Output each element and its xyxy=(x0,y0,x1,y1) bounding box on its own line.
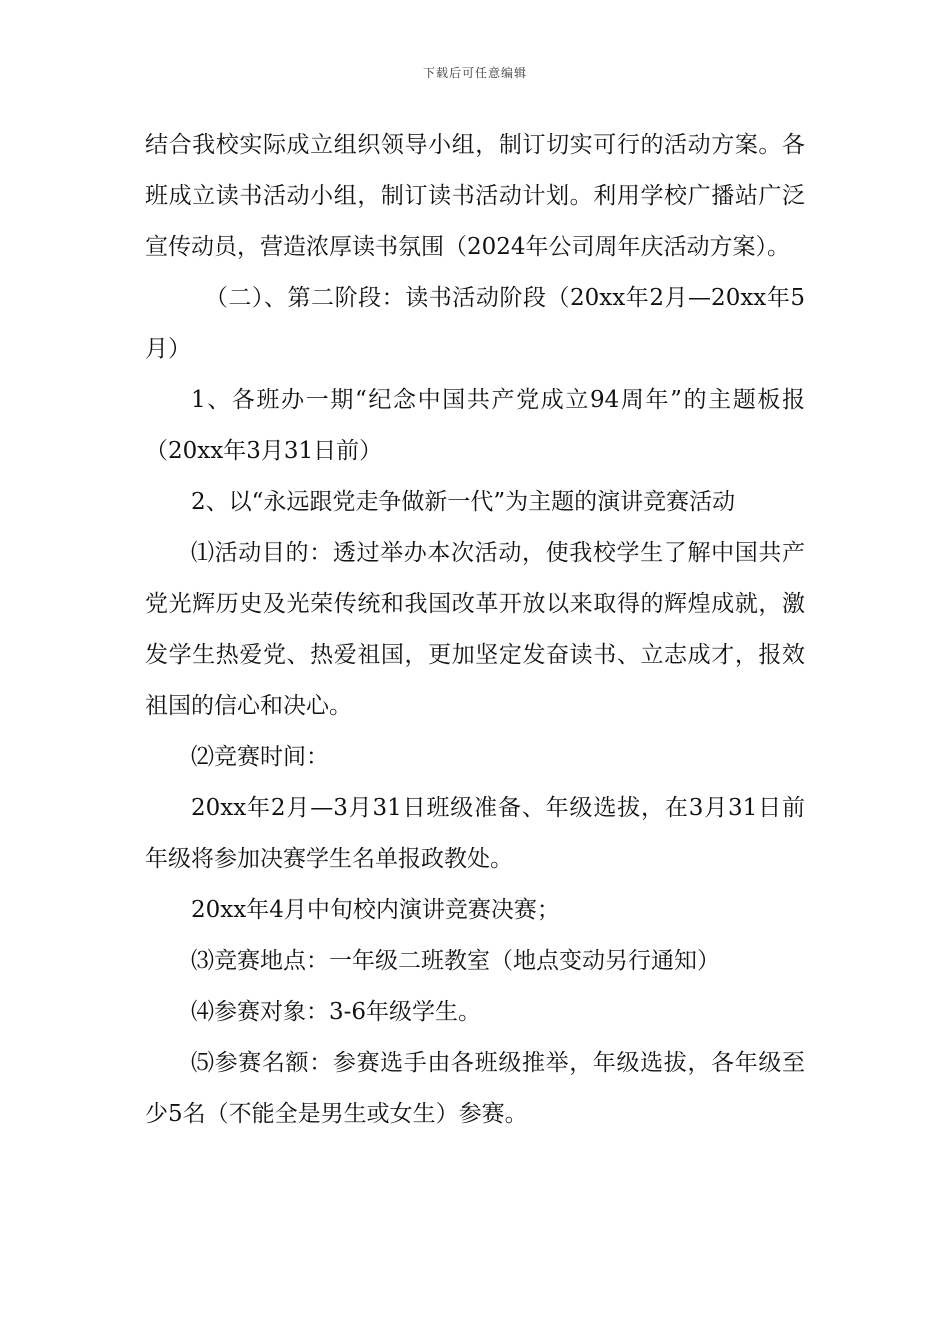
paragraph-quota: ⑸参赛名额：参赛选手由各班级推举，年级选拔，各年级至少5名（不能全是男生或女生）参赛。 xyxy=(145,1050,805,1127)
paragraph-item-1: 1、各班办一期“纪念中国共产党成立94周年”的主题板报（20xx年3月31日前） xyxy=(145,387,805,464)
paragraph-venue: ⑶竞赛地点：一年级二班教室（地点变动另行通知） xyxy=(191,948,720,974)
paragraph-time-heading: ⑵竞赛时间： xyxy=(191,744,329,770)
paragraph-stage-two-heading: （二）、第二阶段：读书活动阶段（20xx年2月—20xx年5月） xyxy=(145,285,805,362)
paragraph-participants: ⑷参赛对象：3-6年级学生。 xyxy=(191,999,482,1025)
paragraph-preparation: 结合我校实际成立组织领导小组，制订切实可行的活动方案。各班成立读书活动小组，制订读书活动计划。利用学校广播站广泛宣传动员，营造浓厚读书氛围（2024年公司周年庆活动方案）。 xyxy=(145,132,805,260)
paragraph-item-2: 2、以“永远跟党走争做新一代”为主题的演讲竞赛活动 xyxy=(191,489,736,515)
document-body xyxy=(145,120,805,1140)
paragraph-final-date: 20xx年4月中旬校内演讲竞赛决赛； xyxy=(191,897,560,923)
page-header: 下载后可任意编辑 xyxy=(422,66,527,80)
paragraph-time-detail: 20xx年2月—3月31日班级准备、年级选拔，在3月31日前年级将参加决赛学生名单报政教处。 xyxy=(145,795,805,872)
paragraph-purpose: ⑴活动目的：透过举办本次活动，使我校学生了解中国共产党光辉历史及光荣传统和我国改革开放以来取得的辉煌成就，激发学生热爱党、热爱祖国，更加坚定发奋读书、立志成才，报效祖国的信心和决心。 xyxy=(145,540,805,719)
